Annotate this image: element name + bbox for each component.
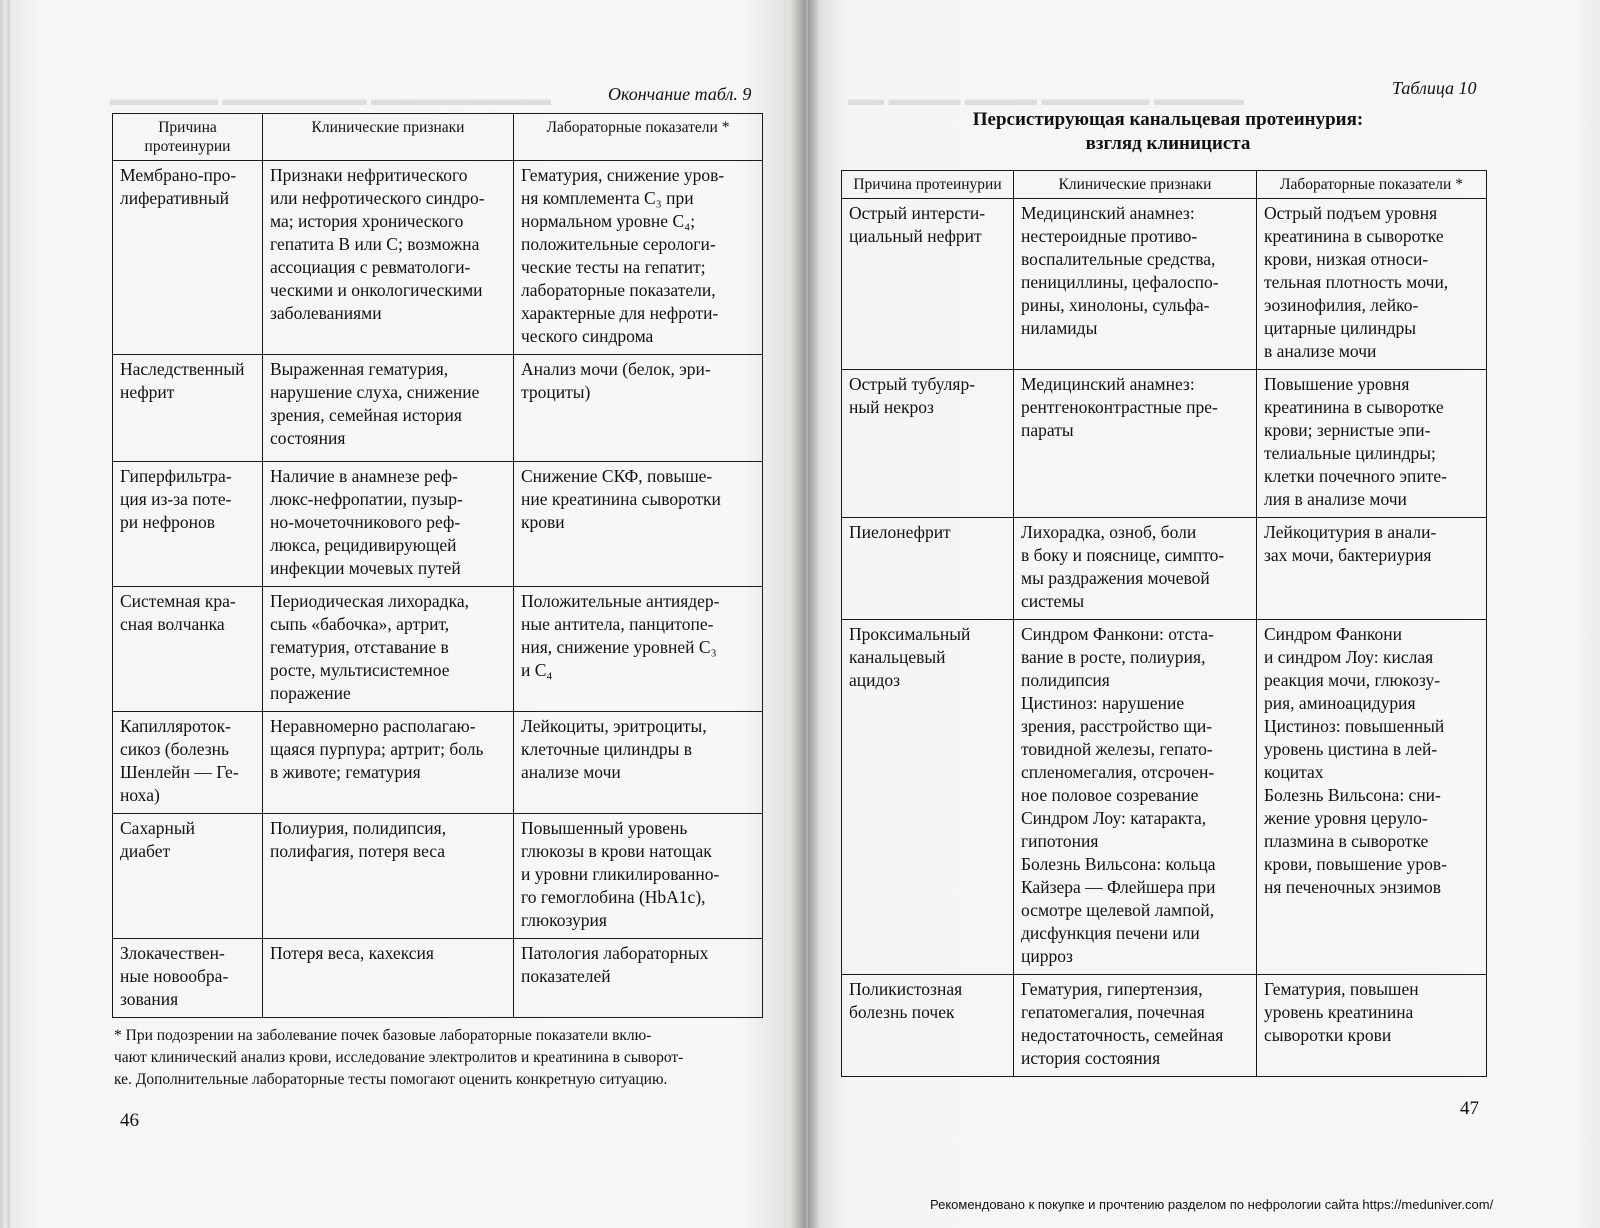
table-row (842, 370, 1487, 518)
lab-findings-cell: Острый подъем уровня креатинина в сыворотке крови, низкая относи- тельная плотность мочи, эозинофилия, лейко- цитарные цилиндры в анализе мочи (1257, 199, 1487, 370)
cause-cell: Капилляроток- сикоз (болезнь Шенлейн — Ге- ноха) (113, 712, 263, 814)
column-header-cause: Причина протеинурии (842, 171, 1014, 199)
clinical-signs-cell: Признаки нефритического или нефротического синдро- ма; история хронического гепатита B или C; возможна ассоциация с ревматологи- ческими и онкологическими заболеваниями (263, 161, 514, 355)
cause-cell: Мембрано-про- лиферативный (113, 161, 263, 355)
lab-findings-cell: Лейкоциты, эритроциты, клеточные цилиндры в анализе мочи (514, 712, 763, 814)
book-gutter-shadow (790, 0, 820, 1228)
page-number-left: 46 (120, 1110, 139, 1131)
cause-cell: Острый тубуляр- ный некроз (842, 370, 1014, 518)
clinical-signs-cell: Гематурия, гипертензия, гепатомегалия, почечная недостаточность, семейная история состояния (1014, 975, 1257, 1077)
table-row (113, 161, 763, 355)
right-page (808, 0, 1600, 1228)
table-row (113, 939, 763, 1018)
lab-findings-cell: Снижение СКФ, повыше- ние креатинина сыворотки крови (514, 462, 763, 587)
lab-findings-cell: Гематурия, снижение уров- ня комплемента C₃ при нормальном уровне C₄; положительные серологи- ческие тесты на гепатит; лабораторные показатели, характерные для нефроти- ческого синдрома (514, 161, 763, 355)
clinical-signs-cell: Выраженная гематурия, нарушение слуха, снижение зрения, семейная история состояния (263, 355, 514, 462)
table-10 (841, 170, 1487, 1077)
table-row (842, 620, 1487, 975)
clinical-signs-cell: Потеря веса, кахексия (263, 939, 514, 1018)
column-header-lab-findings: Лабораторные показатели * (514, 114, 763, 161)
cause-cell: Гиперфильтра- ция из-за поте- ри нефронов (113, 462, 263, 587)
table-header-row (113, 114, 763, 161)
bleed-through-text: ▬▬ ▬▬▬▬ ▬▬▬▬ ▬▬▬▬▬▬ ▬▬▬▬▬ (848, 89, 1244, 109)
lab-findings-cell: Гематурия, повышен уровень креатинина сыворотки крови (1257, 975, 1487, 1077)
column-header-lab-findings: Лабораторные показатели * (1257, 171, 1487, 199)
table-row (842, 199, 1487, 370)
cause-cell: Острый интерсти- циальный нефрит (842, 199, 1014, 370)
clinical-signs-cell: Периодическая лихорадка, сыпь «бабочка», артрит, гематурия, отставание в росте, мультисистемное поражение (263, 587, 514, 712)
bleed-through-text: ▬▬▬▬▬▬ ▬▬▬▬▬▬▬▬ ▬▬▬▬▬▬▬▬▬▬ (110, 89, 551, 109)
column-header-clinical-signs: Клинические признаки (1014, 171, 1257, 199)
table-continuation-caption: Окончание табл. 9 (608, 84, 752, 104)
table-title: Персистирующая канальцевая протеинурия: взгляд клинициста (972, 109, 1364, 154)
cause-cell: Пиелонефрит (842, 518, 1014, 620)
table-row (842, 518, 1487, 620)
clinical-signs-cell: Медицинский анамнез: рентгеноконтрастные пре- параты (1014, 370, 1257, 518)
clinical-signs-cell: Лихорадка, озноб, боли в боку и пояснице, симпто- мы раздражения мочевой системы (1014, 518, 1257, 620)
lab-findings-cell: Синдром Фанкони и синдром Лоу: кислая реакция мочи, глюкозу- рия, аминоацидурия Цистиноз: повышенный уровень цистина в лей- коцитах Болезнь Вильсона: сни- жение уровня церуло- плазмина в сыворотке крови, повышение уров- ня печеночных энзимов (1257, 620, 1487, 975)
lab-findings-cell: Анализ мочи (белок, эри- троциты) (514, 355, 763, 462)
page-number-right: 47 (1460, 1098, 1479, 1119)
clinical-signs-cell: Синдром Фанкони: отста- вание в росте, полиурия, полидипсия Цистиноз: нарушение зрения, расстройство щи- товидной железы, гепато- спленомегалия, отсрочен- ное половое созревание Синдром Лоу: катаракта, гипотония Болезнь Вильсона: кольца Кайзера — Флейшера при осмотре щелевой лампой, дисфункция печени или цирроз (1014, 620, 1257, 975)
table-9-continued (112, 113, 763, 1018)
clinical-signs-cell: Медицинский анамнез: нестероидные противо- воспалительные средства, пенициллины, цефалоспо- рины, хинолоны, сульфа- ниламиды (1014, 199, 1257, 370)
table-row (113, 587, 763, 712)
cause-cell: Проксимальный канальцевый ацидоз (842, 620, 1014, 975)
watermark-text: Рекомендовано к покупке и прочтению разделом по нефрологии сайта https://meduniver.com/ (930, 1197, 1494, 1212)
cause-cell: Сахарный диабет (113, 814, 263, 939)
lab-findings-cell: Патология лабораторных показателей (514, 939, 763, 1018)
table-row (113, 814, 763, 939)
table-header-row (842, 171, 1487, 199)
clinical-signs-cell: Полиурия, полидипсия, полифагия, потеря веса (263, 814, 514, 939)
clinical-signs-cell: Наличие в анамнезе реф- люкс-нефропатии, пузыр- но-мочеточникового реф- люкса, рецидивирующей инфекции мочевых путей (263, 462, 514, 587)
column-header-clinical-signs: Клинические признаки (263, 114, 514, 161)
cause-cell: Поликистозная болезнь почек (842, 975, 1014, 1077)
lab-findings-cell: Повышенный уровень глюкозы в крови натощак и уровни гликилированно- го гемоглобина (HbA1c), глюкозурия (514, 814, 763, 939)
cause-cell: Наследственный нефрит (113, 355, 263, 462)
lab-findings-cell: Повышение уровня креатинина в сыворотке крови; зернистые эпи- телиальные цилиндры; клетки почечного эпите- лия в анализе мочи (1257, 370, 1487, 518)
column-header-cause: Причина протеинурии (113, 114, 263, 161)
table-row (842, 975, 1487, 1077)
clinical-signs-cell: Неравномерно располагаю- щаяся пурпура; артрит; боль в животе; гематурия (263, 712, 514, 814)
table-row (113, 462, 763, 587)
left-page (10, 0, 805, 1228)
cause-cell: Злокачествен- ные новообра- зования (113, 939, 263, 1018)
cause-cell: Системная кра- сная волчанка (113, 587, 263, 712)
table-caption: Таблица 10 (1392, 78, 1477, 98)
table-row (113, 712, 763, 814)
lab-findings-cell: Лейкоцитурия в анали- зах мочи, бактериурия (1257, 518, 1487, 620)
table-row (113, 355, 763, 462)
table-footnote: * При подозрении на заболевание почек базовые лабораторные показатели вклю- чают клинический анализ крови, исследование электролитов и креатинина в сыворот- ке. Дополнительные лабораторные тесты помогают оценить конкретную ситуацию. (114, 1027, 684, 1088)
lab-findings-cell: Положительные антиядер- ные антитела, панцитопе- ния, снижение уровней C₃ и C₄ (514, 587, 763, 712)
